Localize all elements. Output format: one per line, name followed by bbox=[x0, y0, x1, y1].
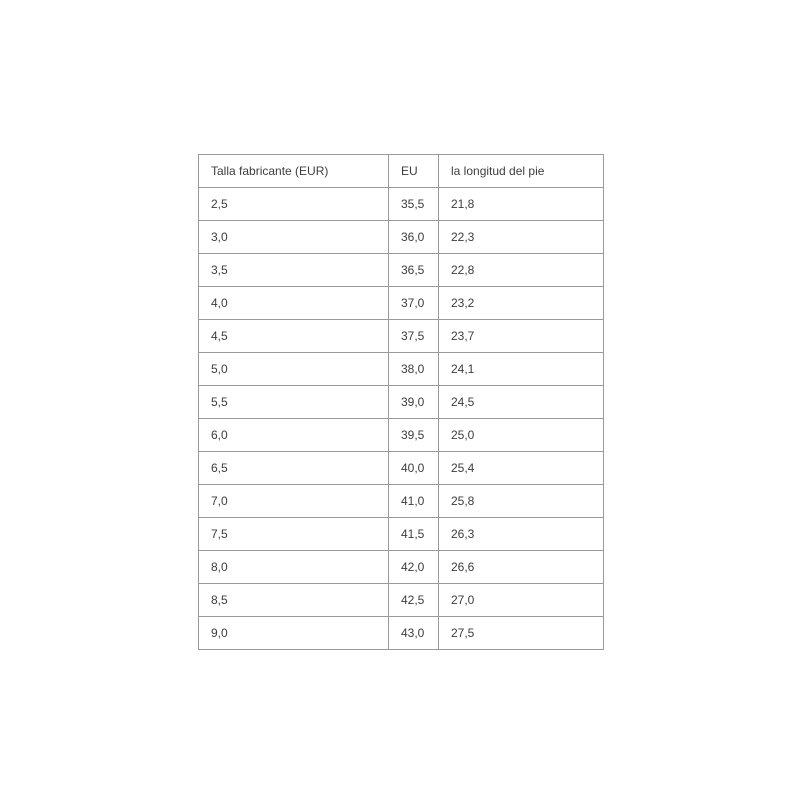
table-row bbox=[199, 254, 604, 287]
shoe-size-conversion-table bbox=[198, 154, 604, 650]
column-header-eu: EU bbox=[389, 155, 439, 188]
cell-longitud: 27,0 bbox=[439, 584, 604, 617]
table-row bbox=[199, 617, 604, 650]
table-row bbox=[199, 221, 604, 254]
cell-eu: 38,0 bbox=[389, 353, 439, 386]
cell-longitud: 24,5 bbox=[439, 386, 604, 419]
cell-talla: 3,0 bbox=[199, 221, 389, 254]
cell-longitud: 26,6 bbox=[439, 551, 604, 584]
cell-longitud: 25,4 bbox=[439, 452, 604, 485]
cell-talla: 6,0 bbox=[199, 419, 389, 452]
table-row bbox=[199, 188, 604, 221]
cell-eu: 41,5 bbox=[389, 518, 439, 551]
cell-longitud: 27,5 bbox=[439, 617, 604, 650]
cell-longitud: 23,2 bbox=[439, 287, 604, 320]
cell-talla: 8,5 bbox=[199, 584, 389, 617]
table-row bbox=[199, 485, 604, 518]
table-row bbox=[199, 353, 604, 386]
cell-eu: 35,5 bbox=[389, 188, 439, 221]
table-row bbox=[199, 287, 604, 320]
cell-eu: 37,5 bbox=[389, 320, 439, 353]
cell-eu: 42,5 bbox=[389, 584, 439, 617]
cell-eu: 39,5 bbox=[389, 419, 439, 452]
cell-talla: 2,5 bbox=[199, 188, 389, 221]
table-row bbox=[199, 584, 604, 617]
cell-talla: 3,5 bbox=[199, 254, 389, 287]
column-header-longitud-pie: la longitud del pie bbox=[439, 155, 604, 188]
cell-eu: 43,0 bbox=[389, 617, 439, 650]
cell-talla: 4,5 bbox=[199, 320, 389, 353]
cell-eu: 36,5 bbox=[389, 254, 439, 287]
table-row bbox=[199, 419, 604, 452]
table-row bbox=[199, 518, 604, 551]
cell-longitud: 25,0 bbox=[439, 419, 604, 452]
cell-talla: 6,5 bbox=[199, 452, 389, 485]
cell-longitud: 26,3 bbox=[439, 518, 604, 551]
cell-eu: 41,0 bbox=[389, 485, 439, 518]
cell-longitud: 22,3 bbox=[439, 221, 604, 254]
cell-eu: 37,0 bbox=[389, 287, 439, 320]
cell-longitud: 23,7 bbox=[439, 320, 604, 353]
cell-talla: 4,0 bbox=[199, 287, 389, 320]
cell-longitud: 22,8 bbox=[439, 254, 604, 287]
column-header-talla-fabricante: Talla fabricante (EUR) bbox=[199, 155, 389, 188]
cell-eu: 39,0 bbox=[389, 386, 439, 419]
cell-talla: 5,0 bbox=[199, 353, 389, 386]
cell-eu: 36,0 bbox=[389, 221, 439, 254]
cell-longitud: 25,8 bbox=[439, 485, 604, 518]
cell-talla: 7,5 bbox=[199, 518, 389, 551]
table-row bbox=[199, 551, 604, 584]
cell-talla: 8,0 bbox=[199, 551, 389, 584]
table-row bbox=[199, 386, 604, 419]
cell-longitud: 24,1 bbox=[439, 353, 604, 386]
table-header-row bbox=[199, 155, 604, 188]
cell-talla: 7,0 bbox=[199, 485, 389, 518]
cell-talla: 9,0 bbox=[199, 617, 389, 650]
cell-eu: 42,0 bbox=[389, 551, 439, 584]
table-row bbox=[199, 452, 604, 485]
cell-talla: 5,5 bbox=[199, 386, 389, 419]
cell-eu: 40,0 bbox=[389, 452, 439, 485]
table-row bbox=[199, 320, 604, 353]
cell-longitud: 21,8 bbox=[439, 188, 604, 221]
